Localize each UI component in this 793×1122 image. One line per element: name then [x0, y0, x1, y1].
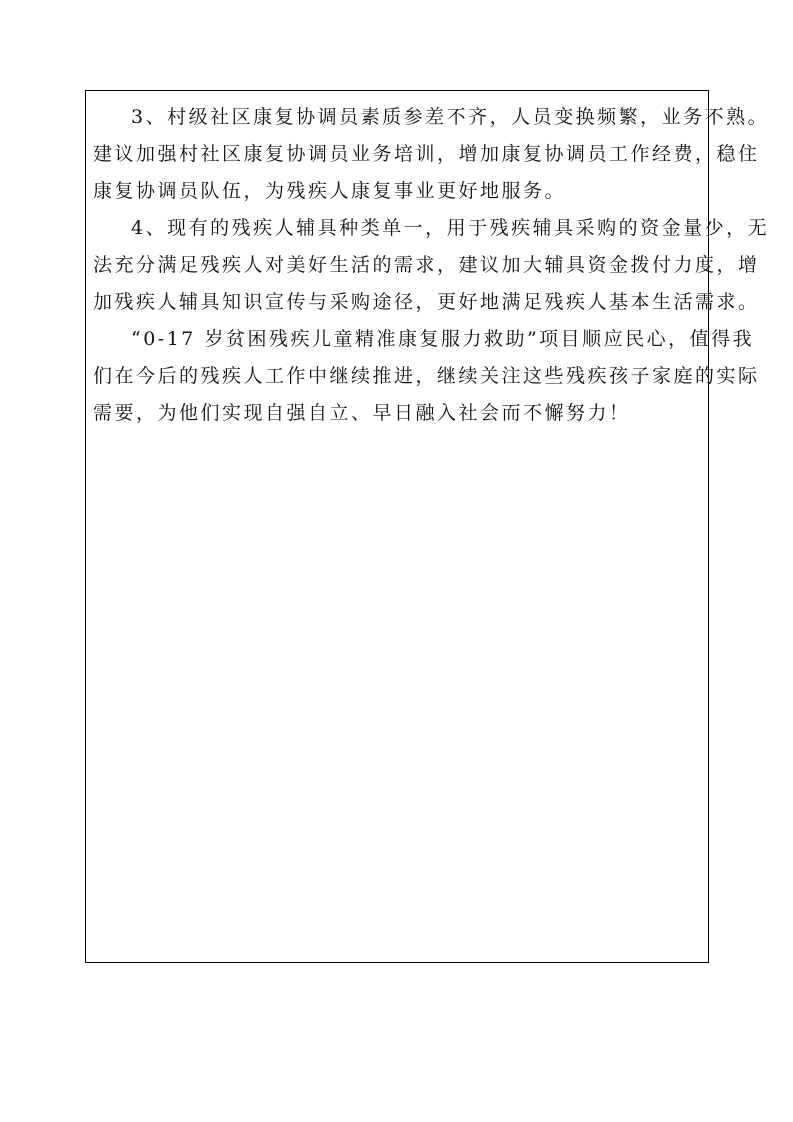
text-line: 加残疾人辅具知识宣传与采购途径，更好地满足残疾人基本生活需求。 [93, 291, 760, 313]
text-line: “0-17 岁贫困残疾儿童精准康复服力救助”项目顺应民心，值得我 [131, 328, 755, 350]
paragraph-conclusion [93, 321, 760, 432]
text-line: 需要，为他们实现自强自立、早日融入社会而不懈努力！ [93, 402, 631, 424]
paragraph-4 [93, 210, 770, 321]
text-line: 法充分满足残疾人对美好生活的需求，建议加大辅具资金拨付力度，增 [93, 254, 760, 276]
document-body [93, 99, 770, 432]
text-line: 康复协调员队伍，为残疾人康复事业更好地服务。 [93, 180, 567, 202]
text-line: 建议加强村社区康复协调员业务培训，增加康复协调员工作经费，稳住 [93, 143, 760, 165]
paragraph-3 [93, 99, 770, 210]
text-line: 3、村级社区康复协调员素质参差不齐，人员变换频繁，业务不熟。 [131, 106, 770, 128]
text-line: 们在今后的残疾人工作中继续推进，继续关注这些残疾孩子家庭的实际 [93, 365, 760, 387]
text-line: 4、现有的残疾人辅具种类单一，用于残疾辅具采购的资金量少，无 [131, 217, 770, 239]
